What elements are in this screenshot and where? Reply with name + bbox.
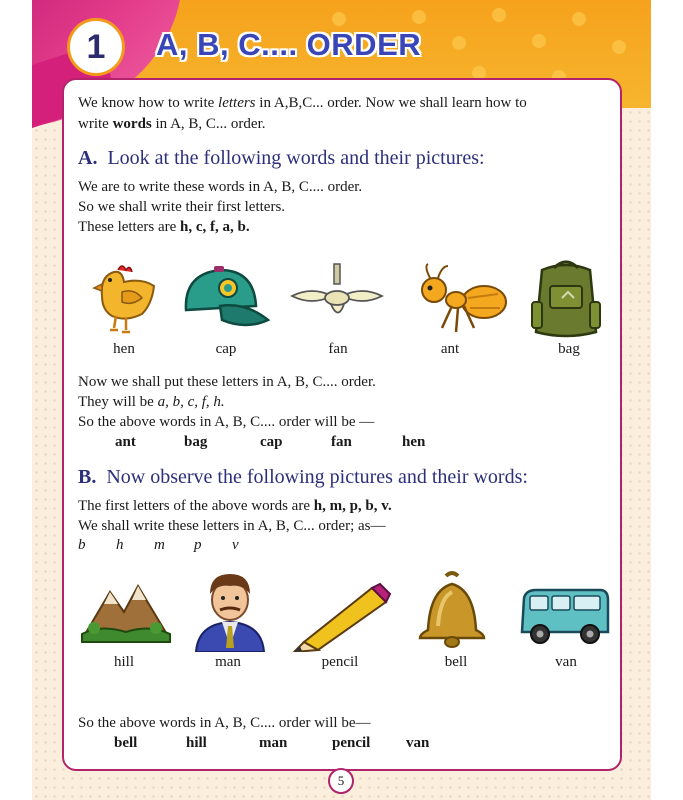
- section-b-ordered-words: [64, 735, 624, 755]
- picture-label: fan: [328, 341, 348, 357]
- picture-label: van: [555, 654, 577, 670]
- picture-label: cap: [215, 341, 237, 357]
- section-a-heading: A. Look at the following words and their pictures:: [78, 147, 485, 169]
- ordered-word: cap: [260, 434, 283, 450]
- section-a-they-will-be: They will be a, b, c, f, h.: [78, 394, 225, 410]
- ordered-word: bell: [114, 735, 138, 751]
- section-a-after-line: Now we shall put these letters in A, B, C.... order.: [78, 374, 376, 390]
- ordered-letter: b: [78, 537, 86, 553]
- picture-label: hen: [113, 341, 135, 357]
- section-a-letters-line: These letters are h, c, f, a, b.: [78, 219, 250, 235]
- section-b-letters: [64, 537, 624, 557]
- section-b-write-line: We shall write these letters in A, B, C... order; as—: [78, 518, 386, 534]
- ordered-letter: v: [232, 537, 239, 553]
- section-a-order-line: So the above words in A, B, C.... order will be —: [78, 414, 375, 430]
- section-b-heading: B. Now observe the following pictures and their words:: [78, 466, 528, 488]
- ordered-word: bag: [184, 434, 208, 450]
- chapter-number: 1: [67, 18, 125, 76]
- picture-label: bag: [558, 341, 580, 357]
- ordered-word: van: [406, 735, 430, 751]
- ordered-word: man: [259, 735, 288, 751]
- section-b-first-letters: The first letters of the above words are h, m, p, b, v.: [78, 498, 392, 514]
- page-number: 5: [328, 768, 354, 794]
- section-a-ordered-words: [64, 434, 624, 454]
- page: [32, 0, 651, 800]
- picture-label: pencil: [321, 654, 359, 670]
- picture-label: man: [215, 654, 241, 670]
- hen-icon: [82, 256, 164, 338]
- ordered-word: hill: [186, 735, 207, 751]
- picture-label: ant: [440, 341, 460, 357]
- section-a-line: We are to write these words in A, B, C.... order.: [78, 179, 363, 195]
- ordered-word: fan: [331, 434, 352, 450]
- ordered-word: hen: [402, 434, 426, 450]
- ordered-letter: h: [116, 537, 124, 553]
- picture-label: hill: [113, 654, 134, 670]
- cap-icon: [176, 260, 272, 336]
- pencil-icon: [290, 580, 394, 652]
- bag-icon: [526, 258, 606, 340]
- chapter-title: A, B, C.... ORDER: [156, 27, 422, 62]
- hill-icon: [80, 578, 172, 648]
- van-icon: [516, 582, 612, 650]
- ordered-letter: p: [194, 537, 202, 553]
- man-icon: [188, 566, 272, 652]
- bell-icon: [414, 570, 490, 650]
- ordered-word: pencil: [332, 735, 371, 751]
- section-b-order-line: So the above words in A, B, C.... order will be—: [78, 715, 371, 731]
- fan-icon: [282, 262, 392, 332]
- picture-label: bell: [444, 654, 468, 670]
- ordered-word: ant: [115, 434, 136, 450]
- intro-line-2: write words in A, B, C... order.: [78, 116, 266, 132]
- content-card: [62, 78, 622, 771]
- intro-line-1: We know how to write letters in A,B,C... order. Now we shall learn how to: [78, 95, 527, 111]
- ant-icon: [412, 262, 512, 338]
- section-a-line: So we shall write their first letters.: [78, 199, 286, 215]
- ordered-letter: m: [154, 537, 165, 553]
